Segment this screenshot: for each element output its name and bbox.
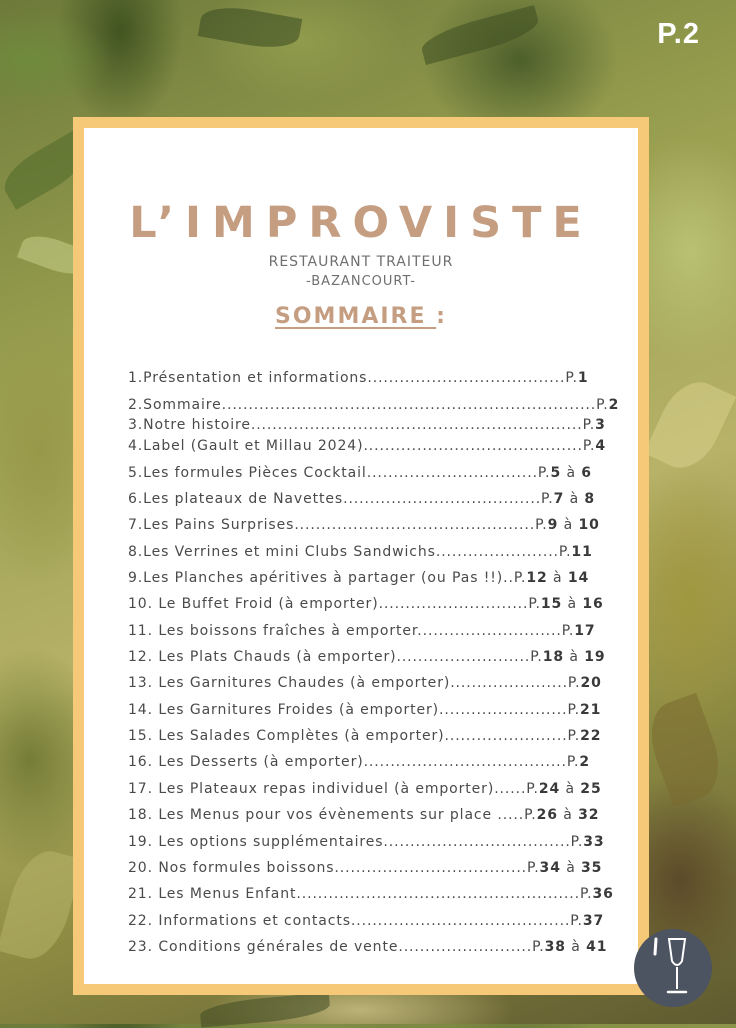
toc-item[interactable]: 7.Les Pains Surprises.............................................P.9 à 10 bbox=[128, 517, 600, 533]
toc-item[interactable]: 1.Présentation et informations.....................................P.1 bbox=[128, 370, 589, 386]
toc-item[interactable]: 17. Les Plateaux repas individuel (à emporter)......P.24 à 25 bbox=[128, 781, 602, 797]
sommaire-heading-word: SOMMAIRE bbox=[275, 304, 437, 329]
toc-item[interactable]: 23. Conditions générales de vente.........................P.38 à 41 bbox=[128, 939, 608, 955]
leaf-decoration bbox=[640, 693, 731, 807]
toc-item[interactable]: 18. Les Menus pour vos évènements sur place .....P.26 à 32 bbox=[128, 807, 600, 823]
toc-item[interactable]: 19. Les options supplémentaires...................................P.33 bbox=[128, 834, 605, 850]
toc-item[interactable]: 10. Le Buffet Froid (à emporter)............................P.15 à 16 bbox=[128, 596, 604, 612]
toc-item[interactable]: 8.Les Verrines et mini Clubs Sandwichs.......................P.11 bbox=[128, 544, 593, 560]
toc-item[interactable]: 12. Les Plats Chauds (à emporter).........................P.18 à 19 bbox=[128, 649, 606, 665]
toc-item[interactable]: 5.Les formules Pièces Cocktail................................P.5 à 6 bbox=[128, 465, 592, 481]
restaurant-type: RESTAURANT TRAITEUR bbox=[268, 254, 454, 270]
leaf-decoration bbox=[418, 5, 542, 65]
menu-card bbox=[73, 117, 649, 995]
wine-glass-logo bbox=[634, 929, 712, 1007]
restaurant-location: -BAZANCOURT- bbox=[306, 274, 416, 289]
leaf-decoration bbox=[0, 844, 83, 966]
toc-item[interactable]: 3.Notre histoire..............................................................P.3 bbox=[128, 417, 606, 433]
toc-item[interactable]: 6.Les plateaux de Navettes.....................................P.7 à 8 bbox=[128, 491, 596, 507]
wine-glass-icon bbox=[634, 929, 712, 1007]
leaf-decoration bbox=[198, 2, 303, 54]
toc-item[interactable]: 9.Les Planches apéritives à partager (ou Pas !!)..P.12 à 14 bbox=[128, 570, 590, 586]
toc-item[interactable]: 2.Sommaire......................................................................P.2 bbox=[128, 397, 620, 413]
toc-item[interactable]: 22. Informations et contacts.........................................P.37 bbox=[128, 913, 605, 929]
toc-item[interactable]: 11. Les boissons fraîches à emporter...........................P.17 bbox=[128, 623, 596, 639]
toc-item[interactable]: 16. Les Desserts (à emporter)......................................P.2 bbox=[128, 754, 591, 770]
restaurant-title: L’IMPROVISTE bbox=[129, 198, 593, 248]
page-number: P.2 bbox=[657, 18, 700, 50]
leaf-decoration bbox=[644, 372, 736, 479]
toc-item[interactable]: 4.Label (Gault et Millau 2024).........................................P.4 bbox=[128, 438, 606, 454]
sommaire-heading bbox=[84, 304, 638, 329]
toc-item[interactable]: 14. Les Garnitures Froides (à emporter)........................P.21 bbox=[128, 702, 602, 718]
toc-item[interactable]: 21. Les Menus Enfant.....................................................P.36 bbox=[128, 886, 614, 902]
toc-item[interactable]: 13. Les Garnitures Chaudes (à emporter)......................P.20 bbox=[128, 675, 602, 691]
sommaire-heading-colon: : bbox=[436, 304, 447, 329]
toc-item[interactable]: 15. Les Salades Complètes (à emporter).......................P.22 bbox=[128, 728, 602, 744]
leaf-decoration bbox=[199, 992, 331, 1027]
toc-item[interactable]: 20. Nos formules boissons....................................P.34 à 35 bbox=[128, 860, 603, 876]
